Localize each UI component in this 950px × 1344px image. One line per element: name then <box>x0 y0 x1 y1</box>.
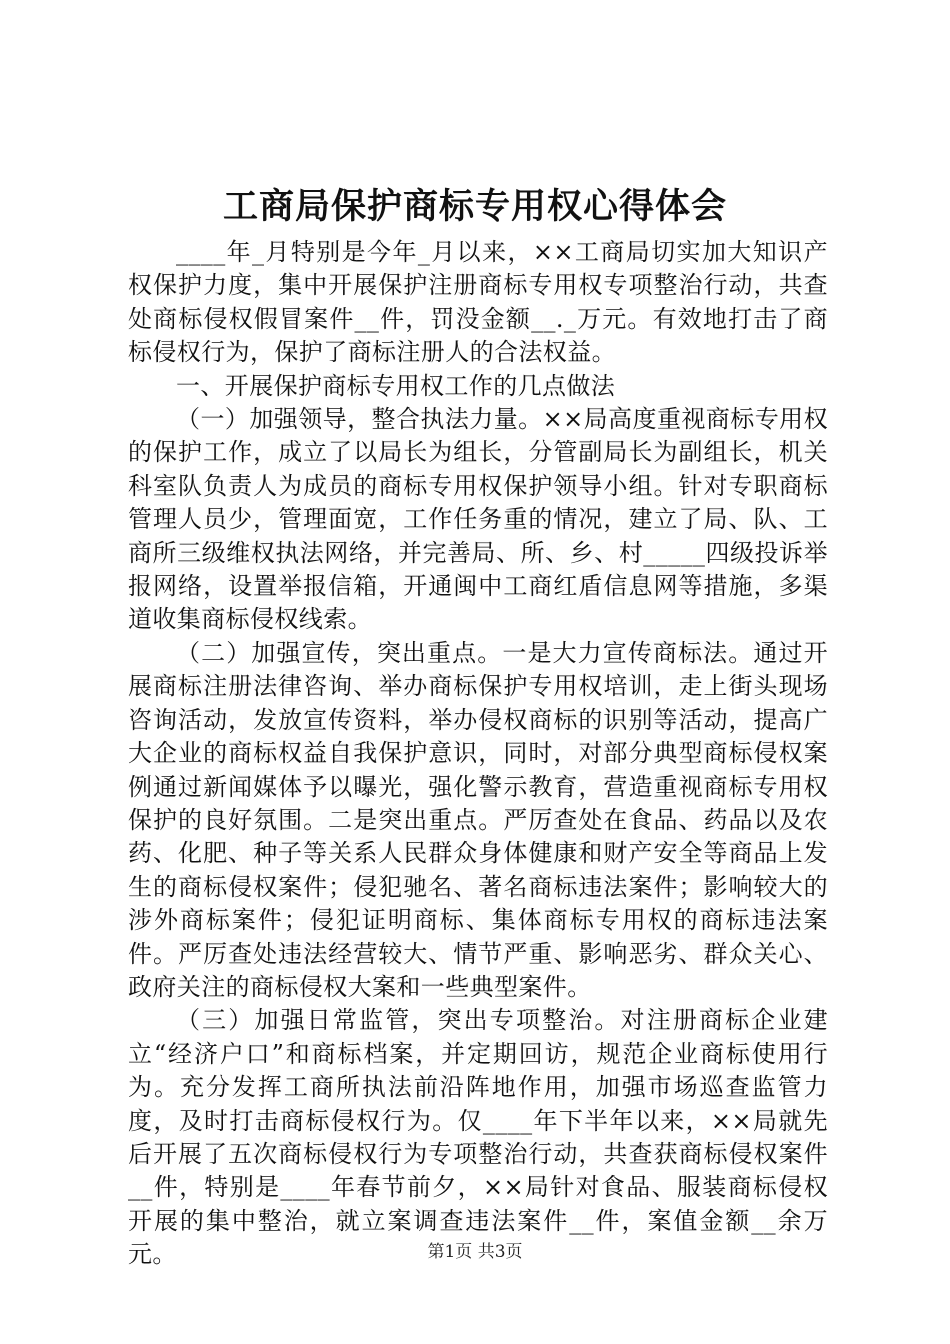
document-body <box>128 236 828 1272</box>
paragraph-publicity: （二）加强宣传，突出重点。一是大力宣传商标法。通过开展商标注册法律咨询、举办商标保护专用权培训，走上街头现场咨询活动，发放宣传资料，举办侵权商标的识别等活动，提高广大企业的商标权益自我保护意识，同时，对部分典型商标侵权案例通过新闻媒体予以曝光，强化警示教育，营造重视商标专用权保护的良好氛围。二是突出重点。严厉查处在食品、药品以及农药、化肥、种子等关系人民群众身体健康和财产安全等商品上发生的商标侵权案件；侵犯驰名、著名商标违法案件；影响较大的涉外商标案件；侵犯证明商标、集体商标专用权的商标违法案件。严厉查处违法经营较大、情节严重、影响恶劣、群众关心、政府关注的商标侵权大案和一些典型案件。 <box>128 638 828 1001</box>
page-number-footer: 第1页 共3页 <box>427 1242 523 1262</box>
paragraph-leadership: （一）加强领导，整合执法力量。××局高度重视商标专用权的保护工作，成立了以局长为组长，分管副局长为副组长，机关科室队负责人为成员的商标专用权保护领导小组。针对专职商标管理人员少，管理面宽，工作任务重的情况，建立了局、队、工商所三级维权执法网络，并完善局、所、乡、村_____四级投诉举报网络，设置举报信箱，开通闽中工商红盾信息网等措施，多渠道收集商标侵权线索。 <box>128 405 828 634</box>
document-title: 工商局保护商标专用权心得体会 <box>222 186 727 227</box>
section-heading: 一、开展保护商标专用权工作的几点做法 <box>176 371 616 400</box>
intro-paragraph: ____年_月特别是今年_月以来，××工商局切实加大知识产权保护力度，集中开展保护注册商标专用权专项整治行动，共查处商标侵权假冒案件__件，罚没金额__._万元。有效地打击了商标侵权行为，保护了商标注册人的合法权益。 <box>128 238 828 367</box>
paragraph-supervision: （三）加强日常监管，突出专项整治。对注册商标企业建立“经济户口”和商标档案，并定期回访，规范企业商标使用行为。充分发挥工商所执法前沿阵地作用，加强市场巡查监管力度，及时打击商标侵权行为。仅____年下半年以来，××局就先后开展了五次商标侵权行为专项整治行动，共查获商标侵权案件__件，特别是____年春节前夕，××局针对食品、服装商标侵权开展的集中整治，就立案调查违法案件__件，案值金额__余万元。 <box>128 1006 828 1269</box>
